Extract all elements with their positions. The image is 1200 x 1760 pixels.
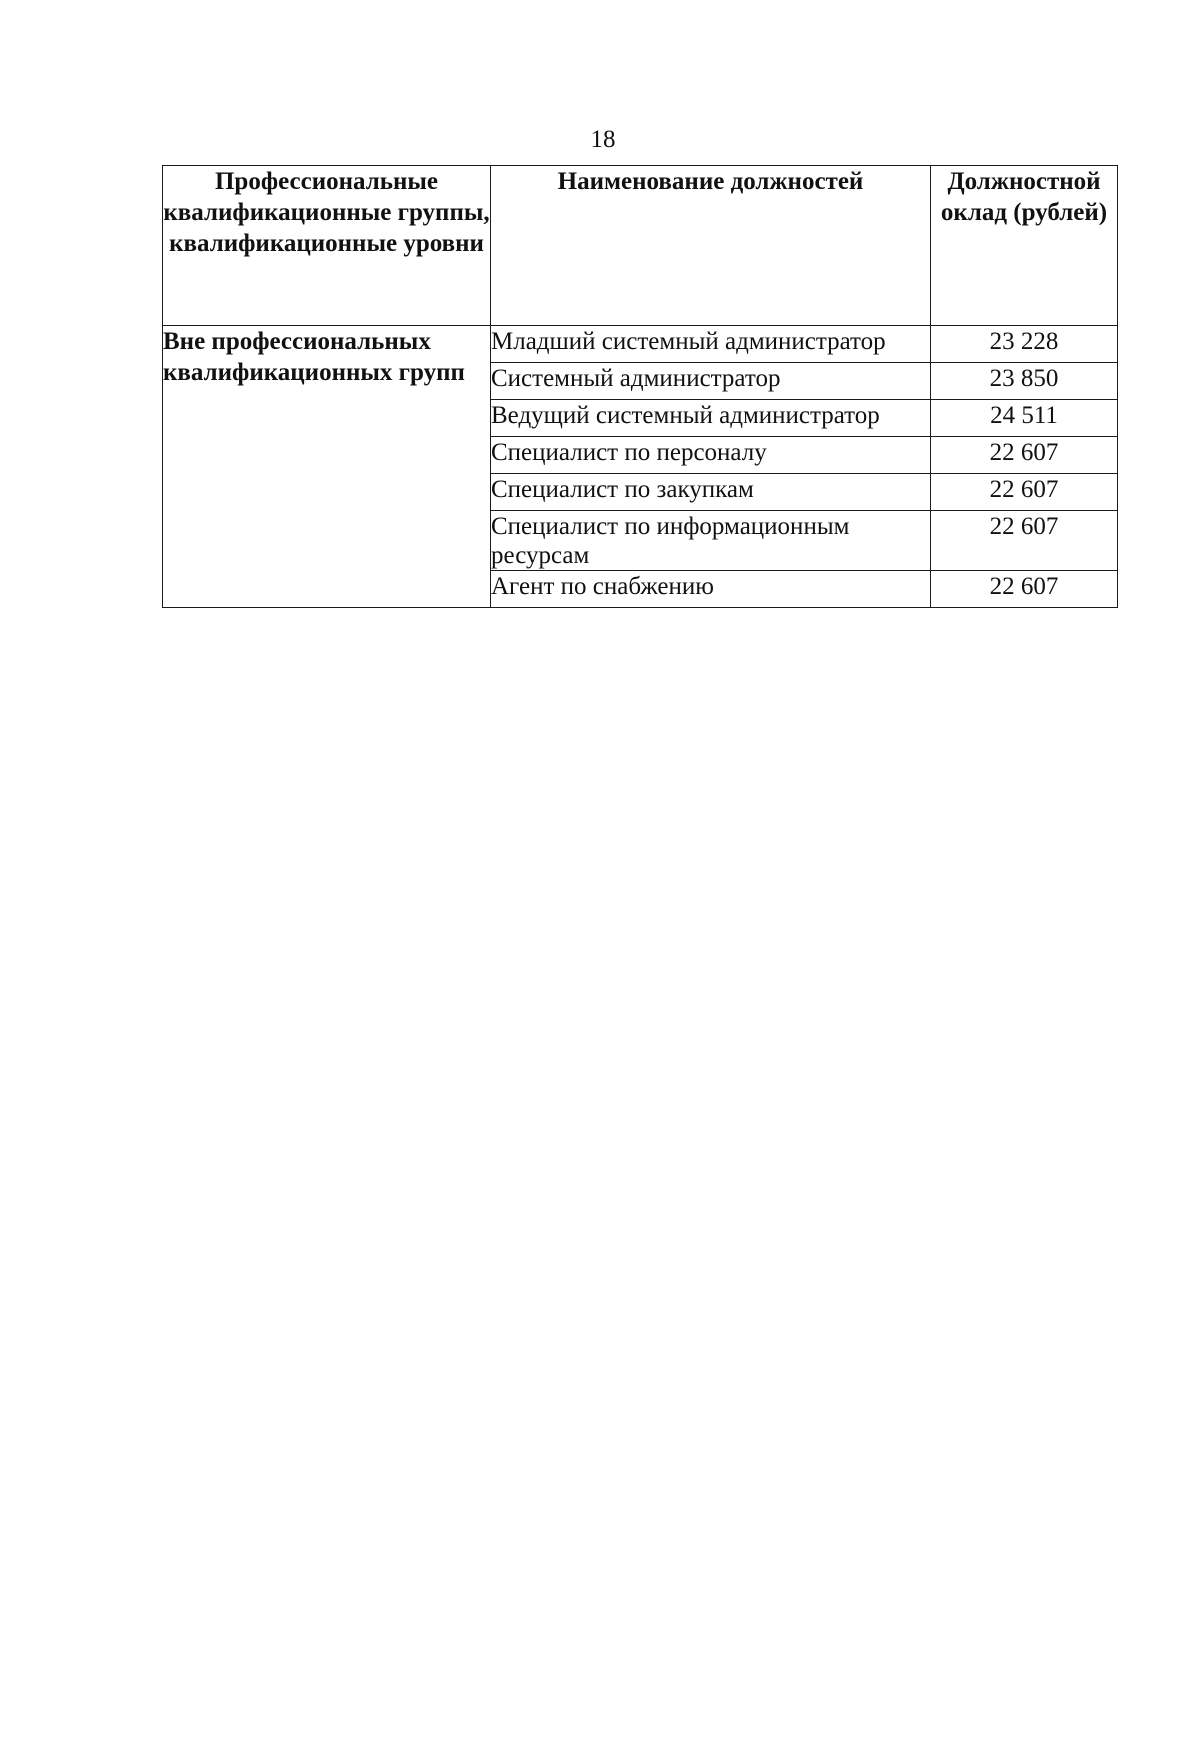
- table-header-row: [163, 166, 1118, 326]
- header-position-name: Наименование должностей: [491, 166, 931, 326]
- position-salary: 23 228: [931, 326, 1118, 363]
- salary-table: [162, 165, 1118, 608]
- position-name: Агент по снабжению: [491, 571, 931, 608]
- position-salary: 24 511: [931, 400, 1118, 437]
- position-salary: 23 850: [931, 363, 1118, 400]
- position-salary: 22 607: [931, 474, 1118, 511]
- position-salary: 22 607: [931, 571, 1118, 608]
- page-number: 18: [590, 126, 616, 153]
- position-name: Младший системный администратор: [491, 326, 931, 363]
- position-name: Специалист по закупкам: [491, 474, 931, 511]
- position-name: Системный администратор: [491, 363, 931, 400]
- position-name: Специалист по персоналу: [491, 437, 931, 474]
- position-name: Ведущий системный администратор: [491, 400, 931, 437]
- position-salary: 22 607: [931, 437, 1118, 474]
- position-salary: 22 607: [931, 511, 1118, 571]
- group-label: Вне профессиональных квалификационных групп: [163, 326, 491, 608]
- table-row: [163, 326, 1118, 363]
- header-salary: Должностной оклад (рублей): [931, 166, 1118, 326]
- position-name: Специалист по информационным ресурсам: [491, 511, 931, 571]
- header-groups: Профессиональные квалификационные группы, квалификационные уровни: [163, 166, 491, 326]
